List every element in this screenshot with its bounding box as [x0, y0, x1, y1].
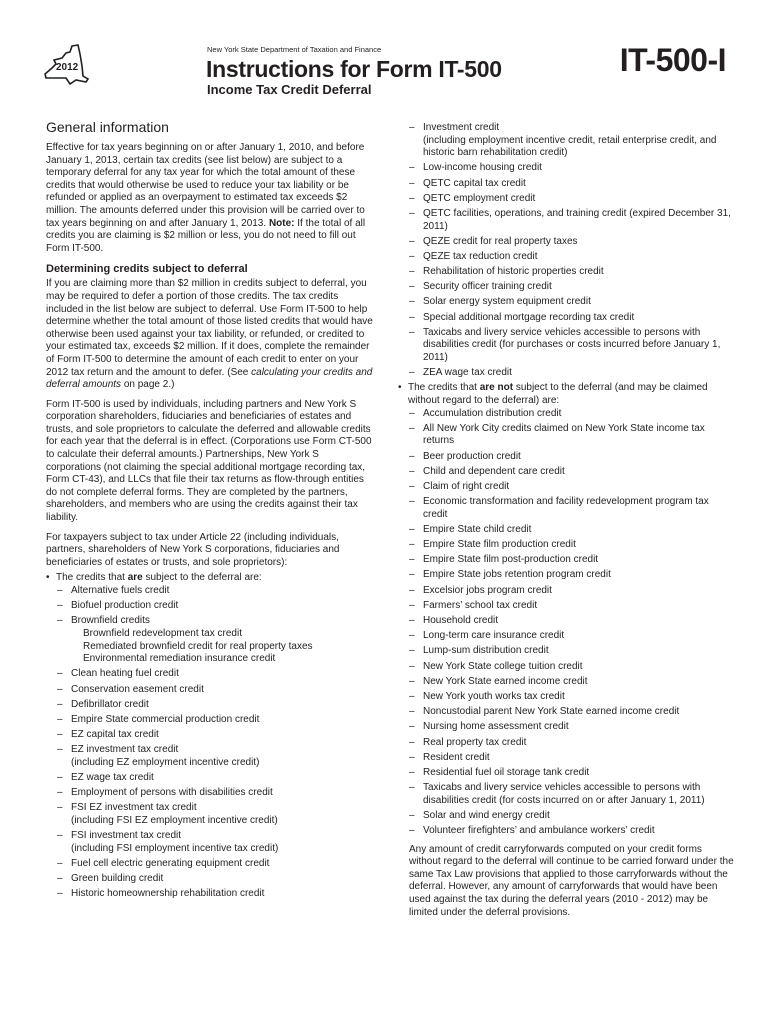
dash-mark: –: [409, 766, 415, 778]
list-item: [57, 873, 376, 886]
list-item-text: Special additional mortgage recording tax credit: [423, 311, 635, 323]
list-item-text: Security officer training credit: [423, 281, 552, 293]
list-item-text: Accumulation distribution credit: [423, 407, 562, 419]
form-header: [0, 0, 770, 110]
dash-mark: –: [409, 450, 415, 462]
dash-mark: –: [409, 465, 415, 477]
list-item-text: Employment of persons with disabilities credit: [71, 787, 273, 799]
list-item-text: Empire State commercial production credit: [71, 713, 260, 725]
dash-mark: –: [409, 675, 415, 687]
not-subject-credits-list: [398, 408, 734, 838]
dash-mark: –: [409, 207, 415, 219]
list-item-text: Green building credit: [71, 873, 164, 885]
list-item: [409, 767, 734, 780]
list-item-text: Household credit: [423, 615, 499, 627]
deferral-text: If you are claiming more than $2 million in credits subject to deferral, you may be required to defer a portion of those credits. The tax credits included in the list below are subject to deferral. Use Form IT-500 to help determine whether the total amount of those listed credits that would have otherwise been used against your tax liability, or refunded, or credited to your estimated tax, exceeds $2 million. If it does, complete the remainder of Form IT-500 to determine the amount of each credit to enter on your 2012 tax return and the amount to defer. (See: [46, 278, 373, 378]
list-item: [409, 162, 734, 175]
list-item: [409, 737, 734, 750]
list-item: [57, 772, 376, 785]
dash-mark: –: [409, 177, 415, 189]
list-item: [57, 699, 376, 712]
list-item-text: Farmers’ school tax credit: [423, 599, 538, 611]
dash-mark: –: [409, 751, 415, 763]
dash-mark: –: [409, 122, 415, 133]
dash-mark: –: [409, 825, 415, 837]
list-item-text: Empire State film production credit: [423, 539, 576, 551]
list-item: [409, 661, 734, 674]
list-item-text: QEZE credit for real property taxes: [423, 235, 578, 247]
list-item-text: Lump-sum distribution credit: [423, 645, 549, 657]
list-item-text: Solar and wind energy credit: [423, 809, 550, 821]
list-item: [57, 888, 376, 901]
subject-credits-list-part-3: [398, 122, 734, 380]
brownfield-item: Brownfield redevelopment tax credit: [83, 627, 242, 639]
dash-mark: –: [57, 585, 63, 596]
brownfield-group: [71, 615, 376, 665]
dash-mark: –: [57, 683, 63, 695]
brownfield-credits-list: [46, 615, 376, 665]
list-item-text: QETC capital tax credit: [423, 177, 526, 189]
list-item: [409, 193, 734, 206]
dash-mark: –: [409, 266, 415, 278]
carryforward-paragraph: Any amount of credit carryforwards computed on your credit forms without regard to the deferral will continue to be carried forward under the same Tax Law provisions that applied to those carryforwards without the deferral. However, any amount of carryforwards that would have been used against the tax during the deferral years (2010 - 2012) may be limited under the deferral provisions.: [409, 843, 734, 918]
list-item-text: Empire State child credit: [423, 523, 532, 535]
list-item: [409, 600, 734, 613]
bullet-bold: are: [127, 572, 143, 584]
bullet-mark: •: [398, 382, 402, 394]
dash-mark: –: [57, 713, 63, 725]
bullet-text: [56, 572, 376, 585]
list-item: [409, 585, 734, 598]
subject-credits-list-part-1: [46, 585, 376, 613]
list-item-text: Low-income housing credit: [423, 162, 542, 174]
list-item: [409, 645, 734, 658]
list-item: [409, 569, 734, 582]
subject-credits-bullet: [46, 572, 376, 585]
list-item: [409, 752, 734, 765]
list-item-text: Empire State jobs retention program credit: [423, 569, 611, 581]
list-item-text: QETC facilities, operations, and training credit (expired December 31, 2011): [423, 207, 731, 232]
dash-mark: –: [57, 668, 63, 680]
list-item-text: EZ investment tax credit (including EZ employment incentive credit): [71, 744, 260, 768]
list-item-text: Taxicabs and livery service vehicles accessible to persons with disabilities credit (for purchases or costs incurred before January 1, 2011): [423, 326, 721, 364]
list-item: [409, 208, 734, 233]
list-item-text: Clean heating fuel credit: [71, 668, 179, 680]
list-item: [57, 729, 376, 742]
dash-mark: –: [57, 802, 63, 814]
list-item-text: New York youth works tax credit: [423, 690, 565, 702]
dash-mark: –: [409, 235, 415, 247]
list-item: [409, 554, 734, 567]
dash-mark: –: [409, 496, 415, 508]
list-item-text: All New York City credits claimed on New York State income tax returns: [423, 422, 705, 447]
list-item-text: Economic transformation and facility redevelopment program tax credit: [423, 496, 709, 520]
list-item: [409, 810, 734, 823]
list-item-text: FSI investment tax credit (including FSI employment incentive tax credit): [71, 830, 279, 854]
bullet-text-b: subject to the deferral are:: [142, 572, 262, 584]
form-subtitle: Income Tax Credit Deferral: [207, 82, 372, 97]
list-item: [409, 312, 734, 325]
list-item: [409, 496, 734, 521]
dash-mark: –: [57, 744, 63, 756]
dash-mark: –: [409, 296, 415, 308]
list-item-text: Conservation easement credit: [71, 683, 204, 695]
list-item-text: Historic homeownership rehabilitation credit: [71, 888, 265, 900]
dash-mark: –: [409, 782, 415, 794]
dash-mark: –: [57, 787, 63, 799]
list-item-text: QETC employment credit: [423, 192, 536, 204]
subsection-heading: Determining credits subject to deferral: [46, 263, 248, 276]
list-item-text: Long-term care insurance credit: [423, 630, 565, 642]
list-item-text: Excelsior jobs program credit: [423, 584, 552, 596]
form-usage-paragraph: Form IT-500 is used by individuals, including partners and New York S corporation shareholders, fiduciaries and beneficiaries of estates and trusts, and sole proprietors to calculate the deferred and allowable credits for each year that the deferral is in effect. (Corporations use Form CT-500 to calculate their deferral amounts.) Partnerships, New York S corporations (not claiming the special additional mortgage recording tax, Form CT-43), and LLCs that file their tax returns as flow-through entities do not complete deferral forms. They are completed by the partners, shareholders, and members who are using the credits against their tax liability.: [46, 398, 372, 524]
dash-mark: –: [409, 281, 415, 293]
list-item: [409, 706, 734, 719]
dash-mark: –: [57, 615, 63, 627]
dash-mark: –: [409, 250, 415, 262]
list-item: [409, 236, 734, 249]
dash-mark: –: [409, 367, 415, 379]
dash-mark: –: [57, 888, 63, 900]
list-item-text: New York State earned income credit: [423, 675, 588, 687]
not-subject-credits-bullet: [398, 382, 734, 407]
subject-credits-list-part-2: [46, 668, 376, 901]
dash-mark: –: [409, 523, 415, 535]
list-item: [409, 481, 734, 494]
dash-mark: –: [409, 736, 415, 748]
dash-mark: –: [57, 772, 63, 784]
list-item-text: Investment credit (including employment incentive credit, retail enterprise credit, and historic barn rehabilitation credit): [423, 122, 717, 159]
dash-mark: –: [409, 809, 415, 821]
list-item: [57, 802, 376, 827]
list-item: [409, 451, 734, 464]
list-item-text: Rehabilitation of historic properties credit: [423, 266, 604, 278]
deferral-text-end: on page 2.): [121, 379, 175, 391]
list-item: [409, 367, 734, 380]
list-item-text: Defibrillator credit: [71, 698, 149, 710]
intro-text: Effective for tax years beginning on or after January 1, 2010, and before January 1, 2013, certain tax credits (see list below) are subject to a temporary deferral for any tax year for which the total amount of these credits that would otherwise be used to reduce your tax liability or be refunded or applied as an overpayment to estimated tax exceeds $2 million. The amounts deferred under this provision will be carried over to tax years beginning on and after January 1, 2013.: [46, 142, 365, 229]
bullet-text-a: The credits that: [56, 572, 128, 584]
list-item-text: Nursing home assessment credit: [423, 721, 569, 733]
list-item: [409, 122, 734, 160]
list-item-text: Biofuel production credit: [71, 600, 179, 612]
list-item-text: Taxicabs and livery service vehicles accessible to persons with disabilities credit (for costs incurred on or after January 1, 2011): [423, 782, 705, 806]
list-item: [409, 296, 734, 309]
list-item-text: QEZE tax reduction credit: [423, 250, 538, 262]
list-item: [409, 782, 734, 807]
list-item-text: ZEA wage tax credit: [423, 367, 512, 379]
deferral-paragraph: [46, 278, 376, 391]
dash-mark: –: [409, 539, 415, 551]
deferral-italic-reference: calculating your credits and deferral amounts: [46, 366, 373, 391]
section-heading: General information: [46, 119, 169, 135]
list-item-text: Claim of right credit: [423, 480, 510, 492]
dash-mark: –: [409, 660, 415, 672]
list-item-text: Beer production credit: [423, 450, 521, 462]
list-item-text: Resident credit: [423, 751, 490, 763]
bullet-mark: •: [46, 572, 50, 584]
dash-mark: –: [409, 721, 415, 733]
bullet-text-b: subject to the deferral (and may be claimed without regard to the deferral) are:: [408, 382, 708, 406]
list-item: [409, 251, 734, 264]
list-item: [57, 787, 376, 800]
list-item: [409, 178, 734, 191]
list-item-text: EZ wage tax credit: [71, 772, 154, 784]
bullet-bold: are not: [479, 382, 514, 394]
list-item-text: Volunteer firefighters’ and ambulance workers’ credit: [423, 825, 655, 837]
list-item: [409, 676, 734, 689]
list-item-text: Solar energy system equipment credit: [423, 296, 591, 308]
brownfield-item: Environmental remediation insurance credit: [83, 653, 276, 665]
brownfield-item: Remediated brownfield credit for real property taxes: [83, 640, 313, 652]
list-item: [409, 423, 734, 448]
intro-paragraph: [46, 142, 376, 255]
list-item: [409, 615, 734, 628]
list-item: [409, 630, 734, 643]
left-column: [46, 118, 376, 904]
new-york-state-logo: [42, 44, 94, 88]
list-item: [57, 668, 376, 681]
dash-mark: –: [409, 192, 415, 204]
list-item-text: Fuel cell electric generating equipment credit: [71, 858, 270, 869]
dash-mark: –: [57, 873, 63, 885]
dash-mark: –: [409, 326, 415, 338]
bullet-text-a: The credits that: [408, 382, 480, 394]
list-item: [409, 408, 734, 421]
list-item: [57, 684, 376, 697]
dash-mark: –: [57, 830, 63, 842]
list-item: [57, 714, 376, 727]
dash-mark: –: [409, 599, 415, 611]
list-item: [409, 281, 734, 294]
tax-year: 2012: [56, 62, 79, 73]
list-item-text: FSI EZ investment tax credit (including FSI EZ employment incentive credit): [71, 802, 278, 827]
dash-mark: –: [409, 584, 415, 596]
intro-note-text: If the total of all credits you are claiming is $2 million or less, you do not need to fill out Form IT-500.: [46, 217, 366, 254]
dash-mark: –: [57, 698, 63, 710]
list-item: [57, 585, 376, 598]
list-item-text: Noncustodial parent New York State earned income credit: [423, 706, 680, 718]
dash-mark: –: [409, 407, 415, 419]
dash-mark: –: [409, 615, 415, 627]
dash-mark: –: [409, 480, 415, 492]
list-item-text: Alternative fuels credit: [71, 585, 170, 596]
dash-mark: –: [409, 554, 415, 566]
list-item-text: Real property tax credit: [423, 736, 527, 748]
dash-mark: –: [409, 645, 415, 657]
dash-mark: –: [57, 858, 63, 869]
dash-mark: –: [57, 600, 63, 612]
right-column: [398, 118, 734, 926]
list-item-text: Empire State film post-production credit: [423, 554, 599, 566]
dash-mark: –: [409, 311, 415, 323]
list-item-text: EZ capital tax credit: [71, 729, 159, 741]
form-number: IT-500-I: [619, 42, 726, 78]
dash-mark: –: [409, 422, 415, 434]
list-item: [409, 327, 734, 365]
bullet-text: [408, 382, 734, 407]
note-label: Note:: [268, 217, 295, 229]
list-item: [409, 825, 734, 838]
list-item: [57, 615, 376, 665]
list-item-text: New York State college tuition credit: [423, 660, 583, 672]
dash-mark: –: [409, 630, 415, 642]
list-item-text: Child and dependent care credit: [423, 465, 565, 477]
form-title: Instructions for Form IT-500: [206, 56, 502, 82]
list-item: [57, 600, 376, 613]
list-item: [409, 524, 734, 537]
list-item: [57, 858, 376, 871]
list-item: [409, 266, 734, 279]
article-22-paragraph: For taxpayers subject to tax under Article 22 (including individuals, partners, shareholders of New York S corporations, fiduciaries and beneficiaries of estates or trusts, and sole proprietors):: [46, 531, 340, 568]
department-name: New York State Department of Taxation and Finance: [207, 45, 382, 54]
list-item: [409, 466, 734, 479]
brownfield-title: Brownfield credits: [71, 615, 150, 627]
dash-mark: –: [409, 569, 415, 581]
list-item: [409, 539, 734, 552]
dash-mark: –: [409, 706, 415, 718]
list-item: [57, 830, 376, 855]
list-item: [57, 744, 376, 769]
list-item: [409, 691, 734, 704]
dash-mark: –: [409, 162, 415, 174]
list-item-text: Residential fuel oil storage tank credit: [423, 766, 590, 778]
dash-mark: –: [409, 690, 415, 702]
dash-mark: –: [57, 729, 63, 741]
list-item: [409, 721, 734, 734]
